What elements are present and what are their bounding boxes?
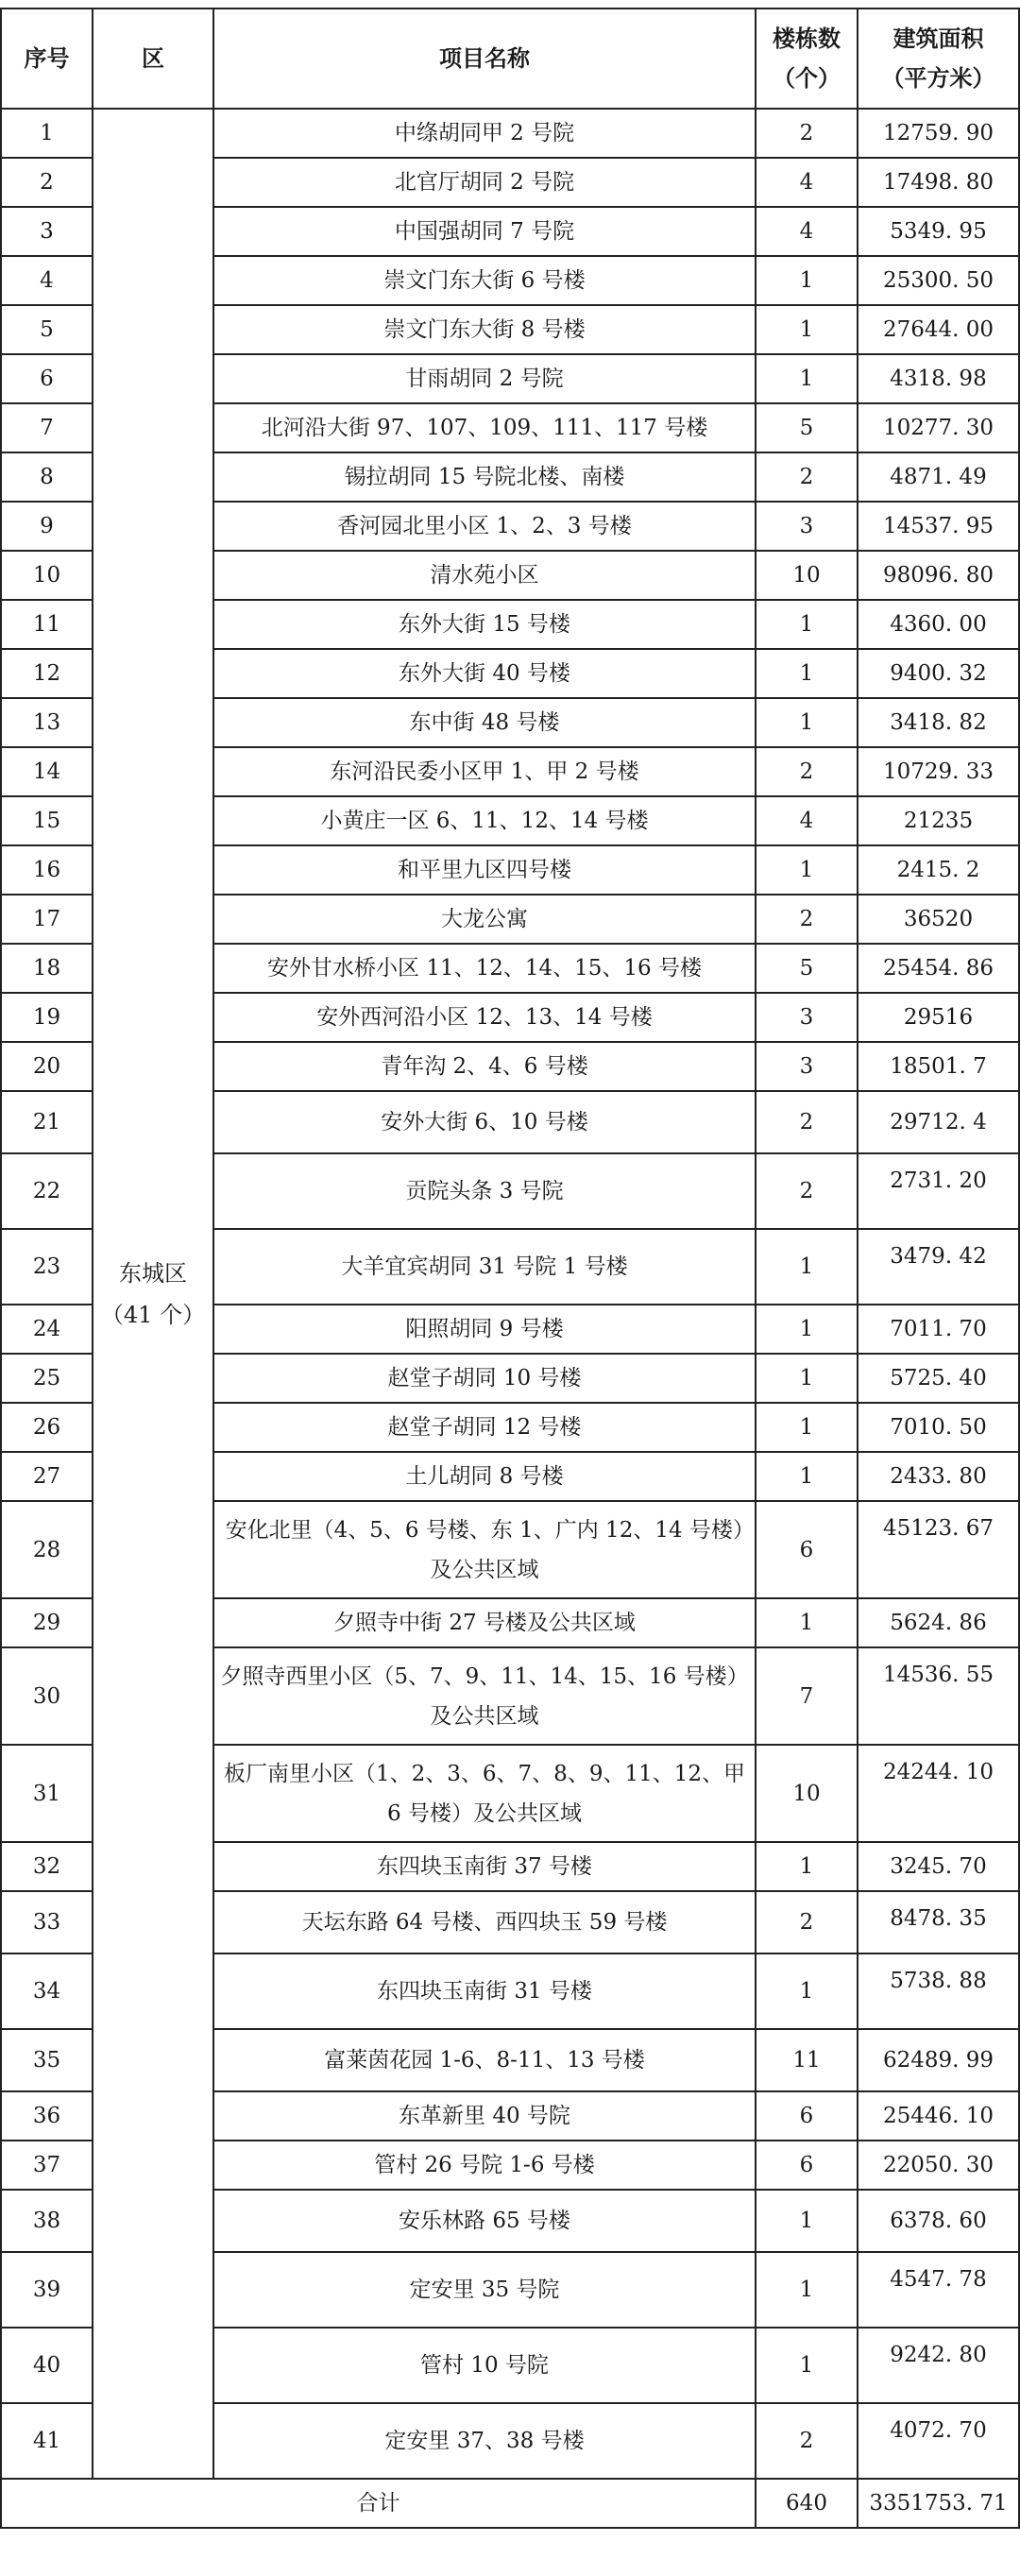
row-buildings: 2 [756,452,858,502]
header-row [1,9,1019,109]
row-buildings: 1 [756,1598,858,1647]
row-area: 7010. 50 [858,1403,1019,1452]
row-area: 98096. 80 [858,551,1019,600]
row-project-name: 东四块玉南街 31 号楼 [213,1953,756,2029]
total-row [1,2479,1019,2528]
row-index: 2 [1,158,93,207]
table-row [1,109,1019,158]
row-buildings: 1 [756,845,858,895]
row-index: 23 [1,1229,93,1305]
row-buildings: 2 [756,747,858,796]
row-buildings: 2 [756,1891,858,1953]
row-buildings: 2 [756,109,858,158]
row-index: 35 [1,2029,93,2091]
header-index: 序号 [1,9,93,109]
row-buildings: 6 [756,2141,858,2190]
row-project-name: 安外甘水桥小区 11、12、14、15、16 号楼 [213,944,756,993]
row-project-name: 甘雨胡同 2 号院 [213,354,756,403]
row-buildings: 5 [756,944,858,993]
row-buildings: 1 [756,1953,858,2029]
row-buildings: 4 [756,158,858,207]
header-area [858,9,1019,109]
row-index: 19 [1,993,93,1042]
district-cell [93,109,213,2479]
row-project-name: 安外大街 6、10 号楼 [213,1091,756,1153]
row-project-name: 青年沟 2、4、6 号楼 [213,1042,756,1091]
row-buildings: 5 [756,403,858,452]
row-index: 29 [1,1598,93,1647]
row-index: 32 [1,1842,93,1891]
row-index: 41 [1,2403,93,2479]
row-area: 27644. 00 [858,305,1019,354]
row-index: 31 [1,1745,93,1842]
row-project-name: 中国强胡同 7 号院 [213,207,756,256]
row-index: 39 [1,2252,93,2328]
row-project-name: 北官厅胡同 2 号院 [213,158,756,207]
row-index: 28 [1,1501,93,1598]
row-project-name: 赵堂子胡同 12 号楼 [213,1403,756,1452]
row-buildings: 1 [756,1305,858,1354]
row-index: 21 [1,1091,93,1153]
row-area: 24244. 10 [858,1745,1019,1842]
row-project-name: 夕照寺中街 27 号楼及公共区域 [213,1598,756,1647]
row-area: 2415. 2 [858,845,1019,895]
row-project-name: 安乐林路 65 号楼 [213,2190,756,2252]
row-index: 33 [1,1891,93,1953]
row-index: 9 [1,502,93,551]
row-index: 16 [1,845,93,895]
header-project-name: 项目名称 [213,9,756,109]
row-buildings: 4 [756,207,858,256]
row-index: 36 [1,2091,93,2141]
row-area: 3418. 82 [858,698,1019,747]
row-buildings: 1 [756,2252,858,2328]
row-buildings: 3 [756,1042,858,1091]
row-index: 3 [1,207,93,256]
row-area: 10729. 33 [858,747,1019,796]
row-index: 20 [1,1042,93,1091]
total-buildings: 640 [756,2479,858,2528]
row-area: 45123. 67 [858,1501,1019,1598]
total-label: 合计 [1,2479,756,2528]
row-project-name: 东外大街 15 号楼 [213,600,756,649]
header-area-line2: （平方米） [881,65,995,92]
row-area: 22050. 30 [858,2141,1019,2190]
row-area: 8478. 35 [858,1891,1019,1953]
row-buildings: 3 [756,993,858,1042]
row-buildings: 1 [756,1229,858,1305]
row-project-name: 和平里九区四号楼 [213,845,756,895]
row-buildings: 7 [756,1647,858,1745]
row-area: 29712. 4 [858,1091,1019,1153]
row-project-name: 香河园北里小区 1、2、3 号楼 [213,502,756,551]
row-area: 2731. 20 [858,1153,1019,1229]
row-area: 7011. 70 [858,1305,1019,1354]
district-name: 东城区 [119,1259,187,1287]
row-index: 38 [1,2190,93,2252]
row-buildings: 11 [756,2029,858,2091]
row-buildings: 1 [756,1842,858,1891]
row-buildings: 2 [756,1153,858,1229]
total-area: 3351753. 71 [858,2479,1019,2528]
row-project-name: 东外大街 40 号楼 [213,649,756,698]
row-area: 4072. 70 [858,2403,1019,2479]
row-buildings: 4 [756,796,858,845]
row-buildings: 1 [756,2328,858,2403]
header-district: 区 [93,9,213,109]
row-project-name: 管村 10 号院 [213,2328,756,2403]
row-project-name: 板厂南里小区（1、2、3、6、7、8、9、11、12、甲 6 号楼）及公共区域 [213,1745,756,1842]
row-area: 14537. 95 [858,502,1019,551]
row-area: 2433. 80 [858,1452,1019,1501]
row-project-name: 北河沿大街 97、107、109、111、117 号楼 [213,403,756,452]
row-index: 8 [1,452,93,502]
row-index: 10 [1,551,93,600]
row-area: 14536. 55 [858,1647,1019,1745]
row-area: 4871. 49 [858,452,1019,502]
row-index: 40 [1,2328,93,2403]
row-project-name: 阳照胡同 9 号楼 [213,1305,756,1354]
row-area: 3479. 42 [858,1229,1019,1305]
row-index: 7 [1,403,93,452]
row-area: 10277. 30 [858,403,1019,452]
row-area: 21235 [858,796,1019,845]
row-project-name: 贡院头条 3 号院 [213,1153,756,1229]
row-index: 6 [1,354,93,403]
district-count: （41 个） [100,1301,206,1328]
row-buildings: 2 [756,1091,858,1153]
row-index: 30 [1,1647,93,1745]
row-area: 25454. 86 [858,944,1019,993]
row-area: 5725. 40 [858,1354,1019,1403]
row-area: 17498. 80 [858,158,1019,207]
row-area: 9400. 32 [858,649,1019,698]
row-index: 26 [1,1403,93,1452]
row-area: 18501. 7 [858,1042,1019,1091]
row-project-name: 东四块玉南街 37 号楼 [213,1842,756,1891]
header-buildings-line2: （个） [773,65,841,92]
row-area: 25446. 10 [858,2091,1019,2141]
row-project-name: 赵堂子胡同 10 号楼 [213,1354,756,1403]
row-project-name: 定安里 37、38 号楼 [213,2403,756,2479]
row-buildings: 1 [756,600,858,649]
row-index: 22 [1,1153,93,1229]
row-buildings: 2 [756,895,858,944]
row-index: 11 [1,600,93,649]
row-project-name: 小黄庄一区 6、11、12、14 号楼 [213,796,756,845]
row-area: 29516 [858,993,1019,1042]
row-index: 24 [1,1305,93,1354]
row-area: 4547. 78 [858,2252,1019,2328]
project-table [0,8,1020,2529]
row-area: 3245. 70 [858,1842,1019,1891]
row-project-name: 管村 26 号院 1-6 号楼 [213,2141,756,2190]
row-area: 5624. 86 [858,1598,1019,1647]
row-project-name: 崇文门东大街 6 号楼 [213,256,756,305]
row-project-name: 锡拉胡同 15 号院北楼、南楼 [213,452,756,502]
row-buildings: 1 [756,698,858,747]
row-area: 5738. 88 [858,1953,1019,2029]
row-project-name: 夕照寺西里小区（5、7、9、11、14、15、16 号楼）及公共区域 [213,1647,756,1745]
row-index: 27 [1,1452,93,1501]
row-buildings: 1 [756,649,858,698]
row-buildings: 10 [756,551,858,600]
row-buildings: 1 [756,2190,858,2252]
row-project-name: 大龙公寓 [213,895,756,944]
row-area: 5349. 95 [858,207,1019,256]
row-project-name: 安外西河沿小区 12、13、14 号楼 [213,993,756,1042]
row-project-name: 定安里 35 号院 [213,2252,756,2328]
row-project-name: 清水苑小区 [213,551,756,600]
row-area: 62489. 99 [858,2029,1019,2091]
row-index: 12 [1,649,93,698]
row-project-name: 富莱茵花园 1-6、8-11、13 号楼 [213,2029,756,2091]
row-index: 4 [1,256,93,305]
row-area: 4360. 00 [858,600,1019,649]
row-area: 36520 [858,895,1019,944]
row-index: 15 [1,796,93,845]
row-buildings: 1 [756,1354,858,1403]
row-area: 9242. 80 [858,2328,1019,2403]
row-project-name: 崇文门东大街 8 号楼 [213,305,756,354]
row-area: 6378. 60 [858,2190,1019,2252]
row-buildings: 1 [756,305,858,354]
row-index: 13 [1,698,93,747]
row-area: 4318. 98 [858,354,1019,403]
table-body [1,109,1019,2528]
row-index: 18 [1,944,93,993]
row-index: 14 [1,747,93,796]
row-buildings: 1 [756,256,858,305]
row-area: 25300. 50 [858,256,1019,305]
header-buildings-line1: 楼栋数 [773,26,841,52]
row-project-name: 东河沿民委小区甲 1、甲 2 号楼 [213,747,756,796]
row-project-name: 中绦胡同甲 2 号院 [213,109,756,158]
row-index: 17 [1,895,93,944]
row-buildings: 1 [756,354,858,403]
row-index: 5 [1,305,93,354]
row-buildings: 6 [756,2091,858,2141]
row-buildings: 1 [756,1452,858,1501]
row-project-name: 东革新里 40 号院 [213,2091,756,2141]
row-buildings: 10 [756,1745,858,1842]
row-index: 25 [1,1354,93,1403]
row-buildings: 1 [756,1403,858,1452]
row-buildings: 6 [756,1501,858,1598]
header-buildings [756,9,858,109]
row-buildings: 2 [756,2403,858,2479]
row-project-name: 土儿胡同 8 号楼 [213,1452,756,1501]
row-project-name: 大羊宜宾胡同 31 号院 1 号楼 [213,1229,756,1305]
row-index: 34 [1,1953,93,2029]
row-project-name: 安化北里（4、5、6 号楼、东 1、广内 12、14 号楼）及公共区域 [213,1501,756,1598]
header-area-line1: 建筑面积 [892,26,984,52]
row-project-name: 天坛东路 64 号楼、西四块玉 59 号楼 [213,1891,756,1953]
row-index: 37 [1,2141,93,2190]
row-index: 1 [1,109,93,158]
row-buildings: 3 [756,502,858,551]
row-project-name: 东中街 48 号楼 [213,698,756,747]
row-area: 12759. 90 [858,109,1019,158]
